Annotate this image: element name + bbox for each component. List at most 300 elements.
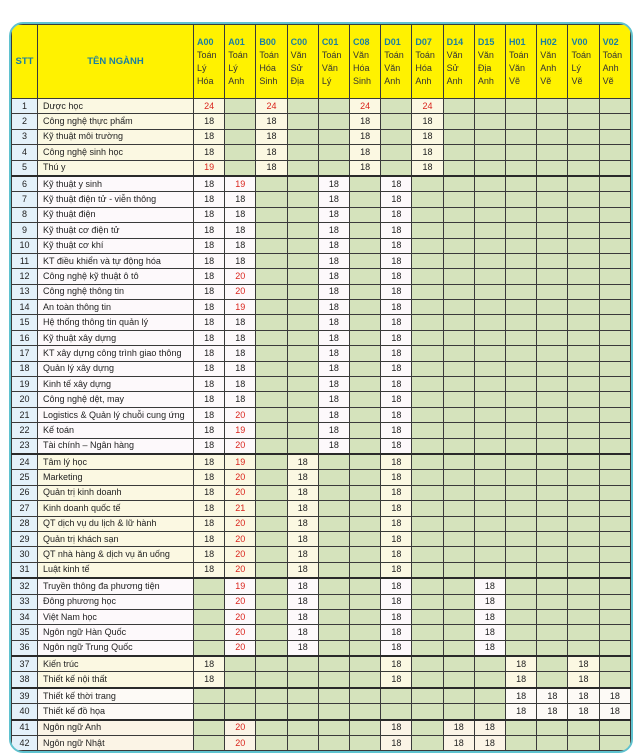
combo-code: D15 (477, 36, 495, 47)
empty-cell (350, 207, 381, 222)
empty-cell (443, 284, 474, 299)
empty-cell (474, 361, 505, 376)
empty-cell (599, 377, 630, 392)
score-cell: 18 (194, 454, 225, 470)
score-cell: 18 (194, 672, 225, 688)
score-cell: 18 (194, 145, 225, 160)
empty-cell (568, 269, 599, 284)
empty-cell (537, 594, 568, 609)
empty-cell (443, 392, 474, 407)
empty-cell (506, 377, 537, 392)
score-cell: 18 (506, 656, 537, 672)
empty-cell (412, 407, 443, 422)
combo-subject: Toán (509, 49, 529, 60)
score-cell: 18 (225, 238, 256, 253)
score-cell: 20 (225, 547, 256, 562)
empty-cell (537, 625, 568, 640)
score-cell: 18 (287, 609, 318, 624)
empty-cell (443, 688, 474, 704)
major-name: QT dịch vụ du lịch & lữ hành (38, 516, 194, 531)
row-number: 3 (12, 129, 38, 144)
row-number: 19 (12, 377, 38, 392)
empty-cell (568, 346, 599, 361)
combo-subject: Toán (415, 49, 435, 60)
score-cell: 18 (381, 300, 412, 315)
empty-cell (537, 562, 568, 578)
empty-cell (412, 516, 443, 531)
empty-cell (474, 176, 505, 192)
row-number: 7 (12, 192, 38, 207)
empty-cell (506, 720, 537, 736)
empty-cell (568, 207, 599, 222)
combo-subject: Văn (384, 62, 401, 73)
empty-cell (225, 129, 256, 144)
empty-cell (412, 392, 443, 407)
empty-cell (412, 736, 443, 751)
major-name: Công nghệ sinh học (38, 145, 194, 160)
empty-cell (256, 392, 287, 407)
row-number: 42 (12, 736, 38, 751)
empty-cell (506, 501, 537, 516)
empty-cell (381, 129, 412, 144)
table-row (12, 594, 631, 609)
empty-cell (256, 377, 287, 392)
score-cell: 18 (194, 531, 225, 546)
empty-cell (412, 361, 443, 376)
empty-cell (537, 114, 568, 129)
score-cell: 18 (318, 423, 349, 438)
empty-cell (568, 485, 599, 500)
empty-cell (599, 485, 630, 500)
empty-cell (474, 656, 505, 672)
empty-cell (537, 454, 568, 470)
combo-subject: Vẽ (571, 75, 583, 86)
empty-cell (256, 688, 287, 704)
combo-subject: Lý (197, 62, 207, 73)
score-cell: 18 (381, 438, 412, 454)
table-row (12, 284, 631, 299)
empty-cell (256, 501, 287, 516)
empty-cell (599, 594, 630, 609)
empty-cell (287, 672, 318, 688)
empty-cell (412, 269, 443, 284)
empty-cell (537, 578, 568, 594)
combo-subject: Văn (321, 62, 338, 73)
score-cell: 18 (287, 454, 318, 470)
score-cell: 18 (194, 377, 225, 392)
major-name: Việt Nam học (38, 609, 194, 624)
combo-subject: Sử (446, 62, 459, 73)
header-combo-d01 (381, 25, 412, 99)
score-cell: 18 (318, 192, 349, 207)
row-number: 9 (12, 223, 38, 238)
empty-cell (568, 114, 599, 129)
empty-cell (568, 377, 599, 392)
table-row (12, 672, 631, 688)
empty-cell (287, 361, 318, 376)
score-cell: 18 (287, 562, 318, 578)
score-cell: 20 (225, 470, 256, 485)
combo-code: C08 (353, 36, 370, 47)
empty-cell (256, 562, 287, 578)
row-number: 20 (12, 392, 38, 407)
score-cell: 18 (318, 407, 349, 422)
empty-cell (350, 736, 381, 751)
empty-cell (350, 330, 381, 345)
header-combo-h01 (506, 25, 537, 99)
empty-cell (474, 501, 505, 516)
empty-cell (225, 160, 256, 176)
major-name: Thiết kế đồ họa (38, 704, 194, 720)
empty-cell (537, 656, 568, 672)
major-name: KT điều khiển và tự động hóa (38, 253, 194, 268)
row-number: 23 (12, 438, 38, 454)
empty-cell (287, 238, 318, 253)
empty-cell (474, 114, 505, 129)
empty-cell (568, 192, 599, 207)
empty-cell (318, 672, 349, 688)
row-number: 21 (12, 407, 38, 422)
major-name: Công nghệ thực phẩm (38, 114, 194, 129)
table-row (12, 547, 631, 562)
score-cell: 18 (381, 501, 412, 516)
score-cell: 20 (225, 625, 256, 640)
empty-cell (256, 470, 287, 485)
table-body (12, 99, 631, 751)
empty-cell (443, 562, 474, 578)
empty-cell (381, 704, 412, 720)
score-cell: 18 (381, 392, 412, 407)
empty-cell (350, 238, 381, 253)
score-cell: 18 (381, 423, 412, 438)
empty-cell (256, 330, 287, 345)
score-cell: 18 (287, 578, 318, 594)
combo-subject: Văn (477, 49, 494, 60)
score-cell: 18 (194, 392, 225, 407)
empty-cell (318, 114, 349, 129)
empty-cell (412, 640, 443, 656)
empty-cell (443, 531, 474, 546)
score-cell: 18 (381, 176, 412, 192)
combo-subject: Sinh (353, 75, 372, 86)
score-cell: 18 (381, 672, 412, 688)
major-name: Kỹ thuật xây dựng (38, 330, 194, 345)
empty-cell (599, 531, 630, 546)
empty-cell (412, 672, 443, 688)
combo-subject: Anh (384, 75, 401, 86)
score-cell: 18 (194, 438, 225, 454)
empty-cell (287, 223, 318, 238)
empty-cell (599, 207, 630, 222)
score-cell: 18 (381, 238, 412, 253)
empty-cell (506, 423, 537, 438)
score-cell: 18 (381, 407, 412, 422)
empty-cell (599, 300, 630, 315)
score-cell: 18 (318, 346, 349, 361)
score-cell: 18 (318, 269, 349, 284)
empty-cell (474, 516, 505, 531)
empty-cell (599, 454, 630, 470)
empty-cell (568, 361, 599, 376)
score-cell: 18 (318, 300, 349, 315)
row-number: 41 (12, 720, 38, 736)
major-name: Thú y (38, 160, 194, 176)
empty-cell (287, 114, 318, 129)
empty-cell (537, 377, 568, 392)
score-cell: 18 (381, 315, 412, 330)
score-cell: 18 (194, 562, 225, 578)
row-number: 33 (12, 594, 38, 609)
empty-cell (443, 454, 474, 470)
score-cell: 18 (381, 531, 412, 546)
empty-cell (506, 145, 537, 160)
empty-cell (194, 736, 225, 751)
row-number: 34 (12, 609, 38, 624)
empty-cell (256, 238, 287, 253)
empty-cell (599, 253, 630, 268)
row-number: 10 (12, 238, 38, 253)
row-number: 12 (12, 269, 38, 284)
score-cell: 18 (381, 547, 412, 562)
score-cell: 18 (318, 315, 349, 330)
major-name: Kỹ thuật cơ điện tử (38, 223, 194, 238)
empty-cell (599, 284, 630, 299)
table-row (12, 392, 631, 407)
score-cell: 18 (287, 485, 318, 500)
combo-subject: Toán (384, 49, 404, 60)
empty-cell (506, 129, 537, 144)
empty-cell (318, 640, 349, 656)
score-cell: 18 (225, 361, 256, 376)
empty-cell (443, 656, 474, 672)
score-cell: 24 (350, 99, 381, 114)
empty-cell (537, 392, 568, 407)
empty-cell (443, 207, 474, 222)
empty-cell (599, 736, 630, 751)
header-combo-b00 (256, 25, 287, 99)
score-cell: 18 (318, 176, 349, 192)
header-combo-d14 (443, 25, 474, 99)
empty-cell (443, 625, 474, 640)
empty-cell (412, 377, 443, 392)
empty-cell (318, 145, 349, 160)
empty-cell (443, 377, 474, 392)
empty-cell (599, 625, 630, 640)
empty-cell (287, 207, 318, 222)
empty-cell (537, 284, 568, 299)
table-row (12, 269, 631, 284)
row-number: 15 (12, 315, 38, 330)
empty-cell (599, 578, 630, 594)
empty-cell (474, 145, 505, 160)
combo-code: H01 (509, 36, 526, 47)
empty-cell (474, 346, 505, 361)
combo-subject: Hóa (259, 62, 276, 73)
empty-cell (412, 625, 443, 640)
empty-cell (443, 160, 474, 176)
empty-cell (350, 269, 381, 284)
empty-cell (194, 720, 225, 736)
score-cell: 18 (256, 114, 287, 129)
empty-cell (506, 438, 537, 454)
table-row (12, 501, 631, 516)
empty-cell (412, 609, 443, 624)
table-row (12, 454, 631, 470)
major-name: An toàn thông tin (38, 300, 194, 315)
empty-cell (287, 253, 318, 268)
empty-cell (318, 594, 349, 609)
score-cell: 18 (194, 192, 225, 207)
empty-cell (287, 377, 318, 392)
score-cell: 18 (318, 284, 349, 299)
empty-cell (599, 330, 630, 345)
score-cell: 18 (381, 192, 412, 207)
combo-code: D07 (415, 36, 432, 47)
empty-cell (318, 531, 349, 546)
empty-cell (599, 720, 630, 736)
empty-cell (474, 392, 505, 407)
score-cell: 18 (318, 361, 349, 376)
empty-cell (506, 284, 537, 299)
empty-cell (256, 609, 287, 624)
header-combo-a00 (194, 25, 225, 99)
empty-cell (443, 145, 474, 160)
score-cell: 18 (194, 516, 225, 531)
empty-cell (318, 516, 349, 531)
empty-cell (350, 253, 381, 268)
empty-cell (318, 720, 349, 736)
header-combo-c00 (287, 25, 318, 99)
combo-subject: Lý (228, 62, 238, 73)
table-row (12, 625, 631, 640)
row-number: 39 (12, 688, 38, 704)
table-row (12, 114, 631, 129)
empty-cell (318, 129, 349, 144)
table-row (12, 346, 631, 361)
score-cell: 24 (256, 99, 287, 114)
empty-cell (287, 269, 318, 284)
empty-cell (318, 547, 349, 562)
score-cell: 18 (412, 145, 443, 160)
empty-cell (568, 253, 599, 268)
score-cell: 18 (194, 656, 225, 672)
empty-cell (474, 470, 505, 485)
combo-code: A00 (197, 36, 214, 47)
score-cell: 18 (287, 547, 318, 562)
empty-cell (412, 656, 443, 672)
table-row (12, 129, 631, 144)
empty-cell (256, 438, 287, 454)
empty-cell (318, 470, 349, 485)
empty-cell (537, 736, 568, 751)
major-name: Dược học (38, 99, 194, 114)
header-major-name: TÊN NGÀNH (38, 25, 194, 99)
empty-cell (568, 594, 599, 609)
combo-subject: Văn (540, 49, 557, 60)
major-name: Logistics & Quản lý chuỗi cung ứng (38, 407, 194, 422)
major-name: Ngôn ngữ Nhật (38, 736, 194, 751)
empty-cell (474, 531, 505, 546)
major-name: QT nhà hàng & dịch vụ ăn uống (38, 547, 194, 562)
score-cell: 24 (194, 99, 225, 114)
combo-subject: Hóa (353, 62, 370, 73)
score-cell: 18 (381, 284, 412, 299)
empty-cell (350, 625, 381, 640)
row-number: 22 (12, 423, 38, 438)
major-name: Kiến trúc (38, 656, 194, 672)
empty-cell (350, 656, 381, 672)
score-cell: 18 (412, 129, 443, 144)
table-row (12, 423, 631, 438)
table-row (12, 207, 631, 222)
combo-subject: Vẽ (509, 75, 521, 86)
empty-cell (506, 361, 537, 376)
empty-cell (474, 672, 505, 688)
empty-cell (256, 594, 287, 609)
empty-cell (506, 485, 537, 500)
major-name: Tâm lý học (38, 454, 194, 470)
empty-cell (474, 438, 505, 454)
combo-subject: Vẽ (540, 75, 552, 86)
empty-cell (599, 160, 630, 176)
empty-cell (350, 470, 381, 485)
empty-cell (443, 516, 474, 531)
combo-subject: Toán (321, 49, 342, 60)
table-row (12, 407, 631, 422)
empty-cell (568, 176, 599, 192)
empty-cell (381, 145, 412, 160)
score-cell: 18 (381, 454, 412, 470)
empty-cell (506, 407, 537, 422)
header-combo-h02 (537, 25, 568, 99)
table-row (12, 176, 631, 192)
table-row (12, 192, 631, 207)
empty-cell (256, 531, 287, 546)
empty-cell (412, 704, 443, 720)
empty-cell (412, 578, 443, 594)
header-combo-d15 (474, 25, 505, 99)
empty-cell (194, 578, 225, 594)
major-name: Quản trị kinh doanh (38, 485, 194, 500)
major-name: Công nghệ kỹ thuật ô tô (38, 269, 194, 284)
empty-cell (318, 485, 349, 500)
table-row (12, 315, 631, 330)
empty-cell (599, 99, 630, 114)
score-cell: 18 (194, 114, 225, 129)
row-number: 1 (12, 99, 38, 114)
empty-cell (474, 688, 505, 704)
score-cell: 18 (225, 315, 256, 330)
score-cell: 18 (194, 315, 225, 330)
empty-cell (318, 454, 349, 470)
score-cell: 21 (225, 501, 256, 516)
major-name: Kinh tế xây dựng (38, 377, 194, 392)
score-cell: 18 (381, 625, 412, 640)
empty-cell (537, 300, 568, 315)
major-name: Marketing (38, 470, 194, 485)
empty-cell (256, 736, 287, 751)
combo-subject: Hóa (197, 75, 214, 86)
combo-subject: Toán (602, 49, 623, 60)
score-cell: 18 (599, 688, 630, 704)
combo-subject: Lý (571, 62, 581, 73)
combo-subject: Văn (509, 62, 526, 73)
row-number: 31 (12, 562, 38, 578)
empty-cell (350, 688, 381, 704)
combo-code: C00 (290, 36, 308, 47)
empty-cell (506, 253, 537, 268)
empty-cell (318, 99, 349, 114)
